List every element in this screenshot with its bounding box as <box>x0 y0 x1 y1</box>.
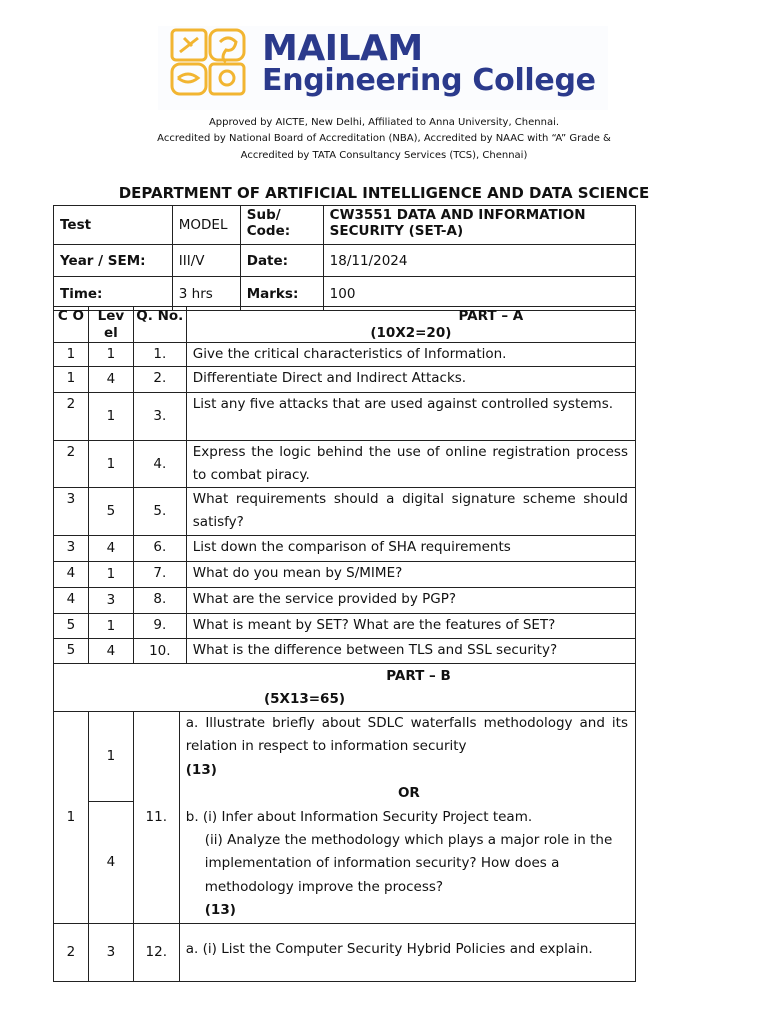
question-number: 8. <box>133 588 186 614</box>
year-value: III/V <box>172 245 240 277</box>
part-a-marks: (10X2=20) <box>370 325 452 341</box>
co-value: 1 <box>54 343 89 367</box>
table-row <box>54 923 636 981</box>
date-value: 18/11/2024 <box>323 245 635 277</box>
question-number: 10. <box>133 639 186 664</box>
question-text: What do you mean by S/MIME? <box>186 562 635 588</box>
col-co-header: C O <box>54 307 89 343</box>
department-title: DEPARTMENT OF ARTIFICIAL INTELLIGENCE AND DATA SCIENCE <box>118 184 650 202</box>
table-row <box>54 488 636 536</box>
question-number: 12. <box>133 923 179 981</box>
question-text: Differentiate Direct and Indirect Attacks. <box>186 367 635 393</box>
marks-label: Marks: <box>240 277 323 311</box>
approval-line-2: Accredited by National Board of Accreditation (NBA), Accredited by NAAC with “A” Grade & <box>157 133 611 144</box>
test-value: MODEL <box>172 206 240 245</box>
question-text: Express the logic behind the use of online registration process to combat piracy. <box>186 441 635 488</box>
col-qno-header: Q. No. <box>133 307 186 343</box>
test-label: Test <box>54 206 173 245</box>
col-level-header: Lev el <box>88 307 133 343</box>
level-value: 4 <box>88 536 133 562</box>
time-label: Time: <box>54 277 173 311</box>
table-row <box>54 367 636 393</box>
question-text: List down the comparison of SHA requirements <box>186 536 635 562</box>
level-value: 1 <box>88 441 133 488</box>
part-a-title: PART – A <box>458 308 524 324</box>
level-value: 3 <box>88 588 133 614</box>
level-value: 1 <box>88 562 133 588</box>
question-number: 3. <box>133 393 186 441</box>
part-b-heading <box>54 664 636 712</box>
question-number: 4. <box>133 441 186 488</box>
year-label: Year / SEM: <box>54 245 173 277</box>
co-value: 4 <box>54 588 89 614</box>
college-emblem-icon <box>170 28 248 96</box>
question-text: List any five attacks that are used against controlled systems. <box>186 393 635 441</box>
table-row <box>54 562 636 588</box>
part-b-table <box>53 711 636 982</box>
level-value: 4 <box>88 801 133 923</box>
co-value: 3 <box>54 536 89 562</box>
subcode-value: CW3551 DATA AND INFORMATION SECURITY (SET-A) <box>323 206 635 245</box>
date-label: Date: <box>240 245 323 277</box>
co-value: 1 <box>54 712 89 924</box>
part-a-heading <box>186 307 635 343</box>
table-row <box>54 343 636 367</box>
question-11a-marks: (13) <box>185 761 217 778</box>
question-number: 1. <box>133 343 186 367</box>
co-value: 1 <box>54 367 89 393</box>
question-number: 2. <box>133 367 186 393</box>
college-subtitle: Engineering College <box>262 63 596 98</box>
level-value: 4 <box>88 367 133 393</box>
question-11a-text: a. Illustrate briefly about SDLC waterfalls methodology and its relation in respect to information security <box>185 715 628 755</box>
co-value: 5 <box>54 614 89 639</box>
table-row <box>54 639 636 664</box>
level-value: 1 <box>88 343 133 367</box>
college-name: MAILAM <box>262 28 423 69</box>
question-number: 11. <box>133 712 179 924</box>
question-number: 9. <box>133 614 186 639</box>
table-row <box>54 614 636 639</box>
question-text: What are the service provided by PGP? <box>186 588 635 614</box>
approval-line-1: Approved by AICTE, New Delhi, Affiliated to Anna University, Chennai. <box>208 117 560 128</box>
question-text: What requirements should a digital signature scheme should satisfy? <box>186 488 635 536</box>
level-value: 4 <box>88 639 133 664</box>
question-text: What is the difference between TLS and SSL security? <box>186 639 635 664</box>
level-value: 5 <box>88 488 133 536</box>
part-b-marks: (5X13=65) <box>263 691 346 707</box>
question-number: 5. <box>133 488 186 536</box>
subcode-label: Sub/ Code: <box>240 206 323 245</box>
question-text: Give the critical characteristics of Information. <box>186 343 635 367</box>
approval-line-3: Accredited by TATA Consultancy Services (TCS), Chennai) <box>240 150 528 161</box>
co-value: 2 <box>54 393 89 441</box>
question-12a-text: a. (i) List the Computer Security Hybrid Policies and explain. <box>179 923 635 981</box>
time-value: 3 hrs <box>172 277 240 311</box>
exam-info-table <box>53 205 636 311</box>
table-row <box>54 441 636 488</box>
question-number: 7. <box>133 562 186 588</box>
part-b-title: PART – B <box>386 668 451 684</box>
level-value: 1 <box>88 712 133 802</box>
co-value: 5 <box>54 639 89 664</box>
question-text: What is meant by SET? What are the features of SET? <box>186 614 635 639</box>
level-value: 1 <box>88 393 133 441</box>
question-11-cell <box>179 712 635 924</box>
table-row <box>54 712 636 802</box>
level-value: 3 <box>88 923 133 981</box>
question-11b-line-1: b. (i) Infer about Information Security Project team. <box>185 808 533 825</box>
level-value: 1 <box>88 614 133 639</box>
table-row <box>54 536 636 562</box>
part-a-table <box>53 306 636 712</box>
co-value: 4 <box>54 562 89 588</box>
co-value: 2 <box>54 441 89 488</box>
marks-value: 100 <box>323 277 635 311</box>
question-11b-line-2: (ii) Analyze the methodology which plays a major role in the implementation of information security? How does a methodology improve the process? <box>204 832 613 895</box>
question-number: 6. <box>133 536 186 562</box>
table-row <box>54 588 636 614</box>
co-value: 2 <box>54 923 89 981</box>
table-row <box>54 393 636 441</box>
co-value: 3 <box>54 488 89 536</box>
or-separator: OR <box>397 785 420 802</box>
question-11b-marks: (13) <box>204 902 236 919</box>
